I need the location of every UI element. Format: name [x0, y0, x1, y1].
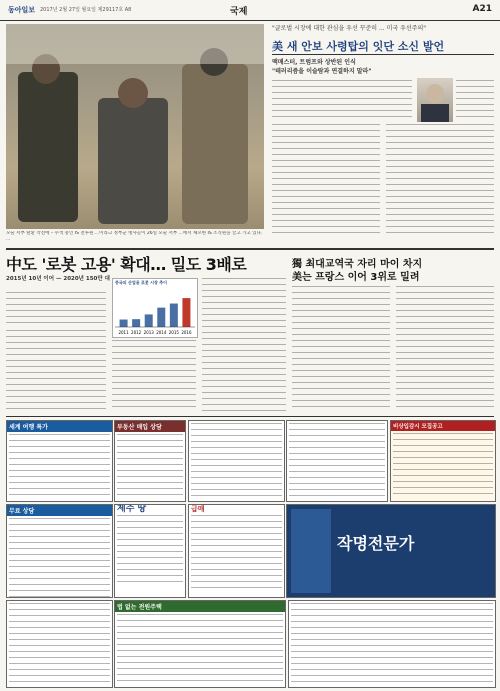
chart-bar-2014: [157, 308, 165, 327]
ad-box-2[interactable]: [114, 420, 186, 502]
photo-figure-detainee: [98, 98, 168, 224]
chart-bar-2011: [120, 320, 128, 327]
ad10-lines: [9, 603, 110, 683]
article-body-col2: [386, 124, 494, 234]
newspaper-brand: 동아일보: [8, 6, 36, 14]
chart-svg: [115, 287, 195, 335]
main-body-col2: [112, 340, 196, 412]
ad7-title: 제주 땅: [117, 504, 147, 514]
section-divider: [6, 248, 494, 250]
ad-box-6[interactable]: [6, 504, 113, 598]
ad2-title: 부동산 매입 상담: [115, 421, 185, 432]
main-subtitle: 2015년 10년 이어 — 2020년 150만 대: [6, 276, 110, 282]
ads-divider: [6, 416, 494, 417]
article-sub-1: 맥매스터, 트럼프와 상반된 인식: [272, 59, 356, 66]
chart-bar-2015: [170, 304, 178, 327]
ad11-lines: [117, 614, 283, 686]
photo-caption: 모술 서부 탈환 작전에 – 수색 중인 IS 전투원 ...이라크 정부군 병사들이 26일 모술 서부 ...에서 체포한 IS 조직원을 끌고 가고 있다. ...: [6, 231, 263, 242]
right-body-col1: [292, 286, 390, 412]
ad6-lines: [9, 518, 110, 598]
main-lead-lines: [6, 292, 106, 324]
article-body-text: [272, 80, 412, 120]
portrait-photo: [417, 78, 453, 122]
main-headline: 中도 '로봇 고용' 확대… 밀도 3배로: [6, 255, 247, 274]
ad-box-11[interactable]: [114, 600, 286, 688]
chart-tick-2011: 2011: [118, 330, 129, 335]
ad12-lines: [291, 603, 493, 683]
main-body-col3: [202, 278, 286, 412]
ad8-title: 급매: [191, 505, 205, 513]
photo-figure-soldier-left: [18, 72, 78, 222]
ad11-title: 법 없는 전원주택: [115, 601, 285, 612]
portrait-suit: [421, 104, 449, 122]
page-number: A21: [472, 4, 492, 14]
ad8-lines: [191, 515, 282, 589]
chart-tick-2012: 2012: [131, 330, 142, 335]
ad6-title: 무료 상담: [7, 505, 112, 516]
ad-box-8[interactable]: [188, 504, 285, 598]
portrait-face: [426, 84, 444, 104]
ad7-lines: [117, 515, 183, 587]
ad9-side-panel: [291, 509, 331, 593]
ad-box-3[interactable]: [188, 420, 285, 502]
article-sub-2: "테러리즘을 이슬람과 연결하지 말라": [272, 68, 372, 75]
right-title-2: 美는 프랑스 이어 3위로 밀려: [292, 272, 420, 283]
ad9-title: 작명전문가: [337, 534, 415, 553]
ad-box-9[interactable]: [286, 504, 496, 598]
chart-bar-2016: [182, 298, 190, 327]
right-title-1: 獨 최대교역국 자리 마이 차지: [292, 259, 423, 270]
chart-tick-2016: 2016: [181, 330, 192, 335]
ad-box-10[interactable]: [6, 600, 113, 688]
ad-box-1[interactable]: [6, 420, 113, 502]
article-body-col1: [272, 124, 380, 234]
ad4-lines: [289, 423, 385, 497]
article-body-col3: [456, 80, 494, 120]
photo-sky: [6, 24, 264, 64]
ad1-title: 세계 여행 특가: [7, 421, 112, 432]
section-title: 국제: [230, 7, 248, 17]
chart-tick-2014: 2014: [156, 330, 167, 335]
ad-box-4[interactable]: [286, 420, 388, 502]
right-body-col2: [396, 286, 494, 412]
issue-date: 2017년 2월 27일 월요일 제29117호 A8: [40, 7, 132, 13]
article-title: 美 새 안보 사령탑의 잇단 소신 발언: [272, 40, 445, 53]
photo-figure-soldier-right: [182, 64, 248, 224]
ad-box-5[interactable]: [390, 420, 496, 502]
ad5-title: 비상입감시 모집공고: [391, 421, 495, 431]
chart-tick-2015: 2015: [168, 330, 179, 335]
divider: [272, 54, 494, 55]
ad3-lines: [191, 423, 282, 497]
news-photo-iraq: [6, 24, 264, 229]
ad-box-7[interactable]: [114, 504, 186, 598]
photo-head-detainee: [118, 78, 148, 108]
article-kicker: "글로벌 시장에 대한 관심을 우선 꾸준히 ... 미국 우선주의": [272, 25, 427, 32]
ad2-lines: [117, 434, 183, 498]
chart-box: [112, 278, 198, 338]
main-body-col1: [6, 330, 106, 412]
chart-bar-2012: [132, 319, 140, 327]
chart-title: 중국의 산업용 로봇 시장 추이: [115, 280, 167, 285]
chart-bar-2013: [145, 314, 153, 327]
ad-box-12[interactable]: [288, 600, 496, 688]
ad1-lines: [9, 434, 110, 498]
chart-tick-2013: 2013: [143, 330, 154, 335]
page-header: [0, 0, 500, 21]
ad5-lines: [393, 433, 493, 497]
